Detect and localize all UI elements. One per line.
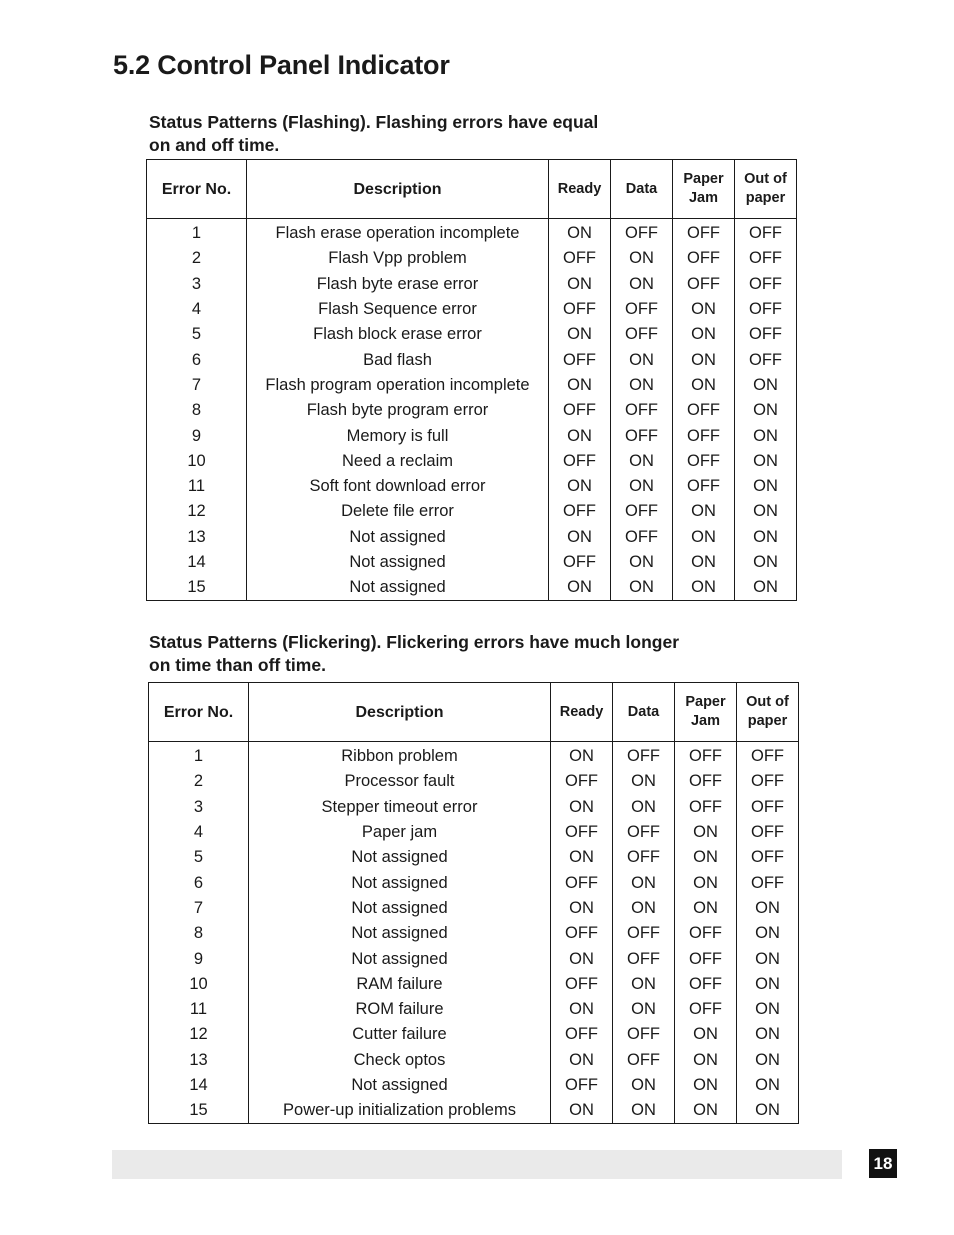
cell-description: Flash byte program error (247, 398, 549, 423)
cell-error-no: 5 (147, 322, 247, 347)
cell-paper-jam: OFF (675, 972, 737, 997)
cell-paper-jam: OFF (675, 921, 737, 946)
cell-ready: ON (549, 322, 611, 347)
table-row (147, 246, 797, 271)
table-row (147, 219, 797, 247)
cell-out-of-paper: ON (735, 423, 797, 448)
cell-description: Not assigned (249, 870, 551, 895)
cell-error-no: 2 (149, 769, 249, 794)
cell-description: Flash erase operation incomplete (247, 219, 549, 247)
cell-out-of-paper: ON (737, 921, 799, 946)
cell-out-of-paper: OFF (737, 795, 799, 820)
cell-data: OFF (611, 322, 673, 347)
cell-out-of-paper: OFF (737, 845, 799, 870)
cell-data: OFF (611, 219, 673, 247)
cell-ready: ON (551, 1098, 613, 1124)
cell-data: OFF (613, 1022, 675, 1047)
cell-ready: OFF (551, 1022, 613, 1047)
cell-out-of-paper: OFF (737, 870, 799, 895)
cell-paper-jam: OFF (673, 246, 735, 271)
cell-paper-jam: ON (675, 820, 737, 845)
header-out-of-paper-line2: paper (747, 713, 788, 729)
cell-error-no: 7 (147, 373, 247, 398)
cell-ready: OFF (549, 499, 611, 524)
flickering-status-table (148, 682, 799, 1124)
cell-ready: ON (549, 525, 611, 550)
cell-out-of-paper: ON (737, 1098, 799, 1124)
cell-description: Not assigned (249, 845, 551, 870)
cell-description: Memory is full (247, 423, 549, 448)
cell-error-no: 2 (147, 246, 247, 271)
flashing-caption-line1: Status Patterns (Flashing). Flashing errors have equal (149, 112, 599, 132)
cell-paper-jam: ON (673, 550, 735, 575)
cell-out-of-paper: OFF (735, 347, 797, 372)
cell-ready: OFF (549, 449, 611, 474)
cell-error-no: 10 (147, 449, 247, 474)
flashing-caption-line2: on and off time. (149, 135, 280, 155)
cell-paper-jam: ON (673, 575, 735, 601)
cell-description: Flash byte erase error (247, 272, 549, 297)
cell-error-no: 14 (147, 550, 247, 575)
table-row (149, 1022, 799, 1047)
cell-out-of-paper: ON (735, 398, 797, 423)
table-row (147, 373, 797, 398)
cell-data: OFF (613, 845, 675, 870)
cell-out-of-paper: OFF (735, 297, 797, 322)
cell-error-no: 11 (147, 474, 247, 499)
table-row (149, 972, 799, 997)
table-row (147, 272, 797, 297)
header-out-of-paper (737, 683, 799, 742)
cell-ready: OFF (551, 870, 613, 895)
cell-error-no: 8 (149, 921, 249, 946)
cell-data: ON (613, 972, 675, 997)
cell-data: ON (613, 1073, 675, 1098)
cell-paper-jam: ON (675, 1022, 737, 1047)
cell-error-no: 3 (149, 795, 249, 820)
table-row (147, 575, 797, 601)
footer-bar (112, 1150, 842, 1179)
cell-error-no: 13 (147, 525, 247, 550)
table-row (147, 322, 797, 347)
cell-paper-jam: OFF (673, 219, 735, 247)
header-paper-jam-line2: Jam (688, 190, 719, 206)
cell-ready: OFF (549, 550, 611, 575)
flashing-caption (149, 111, 598, 157)
cell-description: Not assigned (249, 1073, 551, 1098)
table-row (149, 1073, 799, 1098)
cell-paper-jam: OFF (673, 474, 735, 499)
table-row (149, 845, 799, 870)
header-paper-jam (675, 683, 737, 742)
cell-data: ON (613, 896, 675, 921)
table-header-row (147, 160, 797, 219)
cell-paper-jam: OFF (675, 946, 737, 971)
cell-error-no: 7 (149, 896, 249, 921)
cell-paper-jam: OFF (673, 449, 735, 474)
table-row (147, 423, 797, 448)
cell-data: ON (611, 550, 673, 575)
cell-paper-jam: ON (675, 845, 737, 870)
page-title: 5.2 Control Panel Indicator (113, 50, 450, 80)
cell-out-of-paper: OFF (735, 272, 797, 297)
cell-error-no: 4 (147, 297, 247, 322)
cell-data: OFF (613, 820, 675, 845)
cell-data: ON (611, 246, 673, 271)
cell-error-no: 5 (149, 845, 249, 870)
cell-out-of-paper: ON (737, 896, 799, 921)
cell-paper-jam: OFF (673, 272, 735, 297)
cell-data: ON (613, 1098, 675, 1124)
cell-data: ON (613, 769, 675, 794)
cell-ready: OFF (551, 1073, 613, 1098)
cell-ready: ON (551, 997, 613, 1022)
flickering-caption-line2: on time than off time. (149, 655, 326, 675)
cell-ready: ON (551, 742, 613, 770)
cell-description: Bad flash (247, 347, 549, 372)
cell-data: ON (611, 272, 673, 297)
cell-data: OFF (613, 946, 675, 971)
cell-description: Flash program operation incomplete (247, 373, 549, 398)
header-out-of-paper (735, 160, 797, 219)
table-row (147, 347, 797, 372)
cell-out-of-paper: ON (737, 1022, 799, 1047)
flashing-table-body (147, 219, 797, 601)
cell-description: Not assigned (249, 921, 551, 946)
cell-description: Not assigned (249, 896, 551, 921)
cell-ready: ON (549, 423, 611, 448)
header-paper-jam-line1: Paper (683, 171, 724, 187)
cell-description: Processor fault (249, 769, 551, 794)
table-row (147, 550, 797, 575)
cell-data: OFF (611, 297, 673, 322)
cell-error-no: 15 (149, 1098, 249, 1124)
cell-out-of-paper: ON (735, 525, 797, 550)
cell-description: Paper jam (249, 820, 551, 845)
table-row (147, 499, 797, 524)
header-ready: Ready (549, 160, 611, 219)
cell-ready: ON (549, 373, 611, 398)
cell-paper-jam: ON (675, 1048, 737, 1073)
cell-ready: ON (551, 795, 613, 820)
header-description: Description (247, 160, 549, 219)
cell-paper-jam: OFF (675, 795, 737, 820)
cell-ready: OFF (549, 347, 611, 372)
table-row (149, 742, 799, 770)
cell-data: OFF (611, 525, 673, 550)
cell-data: OFF (611, 398, 673, 423)
table-row (147, 449, 797, 474)
cell-out-of-paper: ON (735, 373, 797, 398)
cell-out-of-paper: ON (737, 1073, 799, 1098)
cell-out-of-paper: ON (737, 997, 799, 1022)
cell-ready: ON (551, 946, 613, 971)
cell-paper-jam: OFF (673, 398, 735, 423)
cell-error-no: 6 (147, 347, 247, 372)
cell-paper-jam: ON (675, 1073, 737, 1098)
cell-out-of-paper: OFF (735, 322, 797, 347)
cell-description: Power-up initialization problems (249, 1098, 551, 1124)
cell-ready: ON (551, 845, 613, 870)
flashing-status-table (146, 159, 797, 601)
header-error-no: Error No. (149, 683, 249, 742)
cell-paper-jam: OFF (673, 423, 735, 448)
cell-error-no: 9 (149, 946, 249, 971)
cell-ready: ON (549, 272, 611, 297)
table-row (149, 1098, 799, 1124)
cell-paper-jam: OFF (675, 997, 737, 1022)
table-row (149, 997, 799, 1022)
cell-error-no: 3 (147, 272, 247, 297)
table-row (149, 1048, 799, 1073)
cell-error-no: 6 (149, 870, 249, 895)
cell-ready: ON (551, 1048, 613, 1073)
cell-ready: ON (549, 474, 611, 499)
cell-data: ON (611, 474, 673, 499)
cell-out-of-paper: ON (735, 474, 797, 499)
cell-out-of-paper: ON (735, 499, 797, 524)
table-row (149, 946, 799, 971)
header-data: Data (613, 683, 675, 742)
header-ready: Ready (551, 683, 613, 742)
cell-error-no: 12 (149, 1022, 249, 1047)
cell-description: Ribbon problem (249, 742, 551, 770)
flickering-caption-line1: Status Patterns (Flickering). Flickering errors have much longer (149, 632, 680, 652)
cell-out-of-paper: OFF (737, 769, 799, 794)
header-paper-jam-line2: Jam (690, 713, 721, 729)
cell-paper-jam: ON (673, 297, 735, 322)
cell-out-of-paper: OFF (735, 219, 797, 247)
cell-ready: ON (549, 575, 611, 601)
page-number: 18 (869, 1149, 897, 1178)
cell-description: Need a reclaim (247, 449, 549, 474)
cell-data: ON (611, 373, 673, 398)
cell-out-of-paper: ON (737, 946, 799, 971)
cell-out-of-paper: ON (737, 972, 799, 997)
cell-out-of-paper: ON (735, 575, 797, 601)
cell-paper-jam: ON (675, 870, 737, 895)
header-out-of-paper-line1: Out of (744, 171, 787, 187)
cell-out-of-paper: ON (735, 550, 797, 575)
flickering-table-body (149, 742, 799, 1124)
cell-ready: OFF (549, 297, 611, 322)
cell-out-of-paper: ON (737, 1048, 799, 1073)
table-row (147, 525, 797, 550)
cell-paper-jam: ON (675, 1098, 737, 1124)
header-out-of-paper-line1: Out of (746, 694, 789, 710)
cell-data: ON (611, 347, 673, 372)
cell-data: ON (611, 575, 673, 601)
cell-data: OFF (613, 921, 675, 946)
cell-ready: OFF (551, 820, 613, 845)
header-error-no: Error No. (147, 160, 247, 219)
cell-error-no: 14 (149, 1073, 249, 1098)
cell-description: Delete file error (247, 499, 549, 524)
cell-ready: ON (551, 896, 613, 921)
cell-data: OFF (611, 423, 673, 448)
cell-error-no: 8 (147, 398, 247, 423)
cell-data: ON (613, 997, 675, 1022)
table-row (147, 297, 797, 322)
header-paper-jam-line1: Paper (685, 694, 726, 710)
table-header-row (149, 683, 799, 742)
cell-ready: OFF (549, 398, 611, 423)
cell-description: Soft font download error (247, 474, 549, 499)
cell-error-no: 15 (147, 575, 247, 601)
cell-paper-jam: ON (675, 896, 737, 921)
cell-error-no: 1 (149, 742, 249, 770)
table-row (149, 896, 799, 921)
cell-description: Not assigned (247, 550, 549, 575)
table-row (149, 870, 799, 895)
cell-data: ON (613, 870, 675, 895)
cell-description: Not assigned (247, 575, 549, 601)
cell-paper-jam: OFF (675, 742, 737, 770)
table-row (149, 769, 799, 794)
cell-description: Stepper timeout error (249, 795, 551, 820)
table-row (147, 474, 797, 499)
cell-out-of-paper: OFF (735, 246, 797, 271)
cell-description: RAM failure (249, 972, 551, 997)
flickering-caption (149, 631, 679, 677)
cell-paper-jam: ON (673, 373, 735, 398)
cell-out-of-paper: OFF (737, 820, 799, 845)
header-data: Data (611, 160, 673, 219)
cell-paper-jam: ON (673, 525, 735, 550)
cell-ready: OFF (551, 972, 613, 997)
cell-description: Flash block erase error (247, 322, 549, 347)
cell-out-of-paper: ON (735, 449, 797, 474)
cell-description: Cutter failure (249, 1022, 551, 1047)
cell-error-no: 11 (149, 997, 249, 1022)
cell-ready: OFF (549, 246, 611, 271)
cell-description: Not assigned (249, 946, 551, 971)
cell-description: Not assigned (247, 525, 549, 550)
cell-description: Flash Sequence error (247, 297, 549, 322)
cell-out-of-paper: OFF (737, 742, 799, 770)
cell-data: OFF (611, 499, 673, 524)
cell-error-no: 10 (149, 972, 249, 997)
table-row (149, 820, 799, 845)
header-out-of-paper-line2: paper (745, 190, 786, 206)
cell-error-no: 1 (147, 219, 247, 247)
cell-paper-jam: OFF (675, 769, 737, 794)
table-row (149, 795, 799, 820)
cell-error-no: 9 (147, 423, 247, 448)
cell-paper-jam: ON (673, 499, 735, 524)
cell-description: Check optos (249, 1048, 551, 1073)
cell-ready: ON (549, 219, 611, 247)
cell-data: OFF (613, 742, 675, 770)
cell-ready: OFF (551, 769, 613, 794)
table-row (147, 398, 797, 423)
cell-description: ROM failure (249, 997, 551, 1022)
cell-ready: OFF (551, 921, 613, 946)
cell-data: ON (613, 795, 675, 820)
cell-error-no: 13 (149, 1048, 249, 1073)
cell-description: Flash Vpp problem (247, 246, 549, 271)
header-paper-jam (673, 160, 735, 219)
header-description: Description (249, 683, 551, 742)
cell-paper-jam: ON (673, 322, 735, 347)
cell-error-no: 12 (147, 499, 247, 524)
cell-data: OFF (613, 1048, 675, 1073)
table-row (149, 921, 799, 946)
cell-paper-jam: ON (673, 347, 735, 372)
cell-data: ON (611, 449, 673, 474)
cell-error-no: 4 (149, 820, 249, 845)
